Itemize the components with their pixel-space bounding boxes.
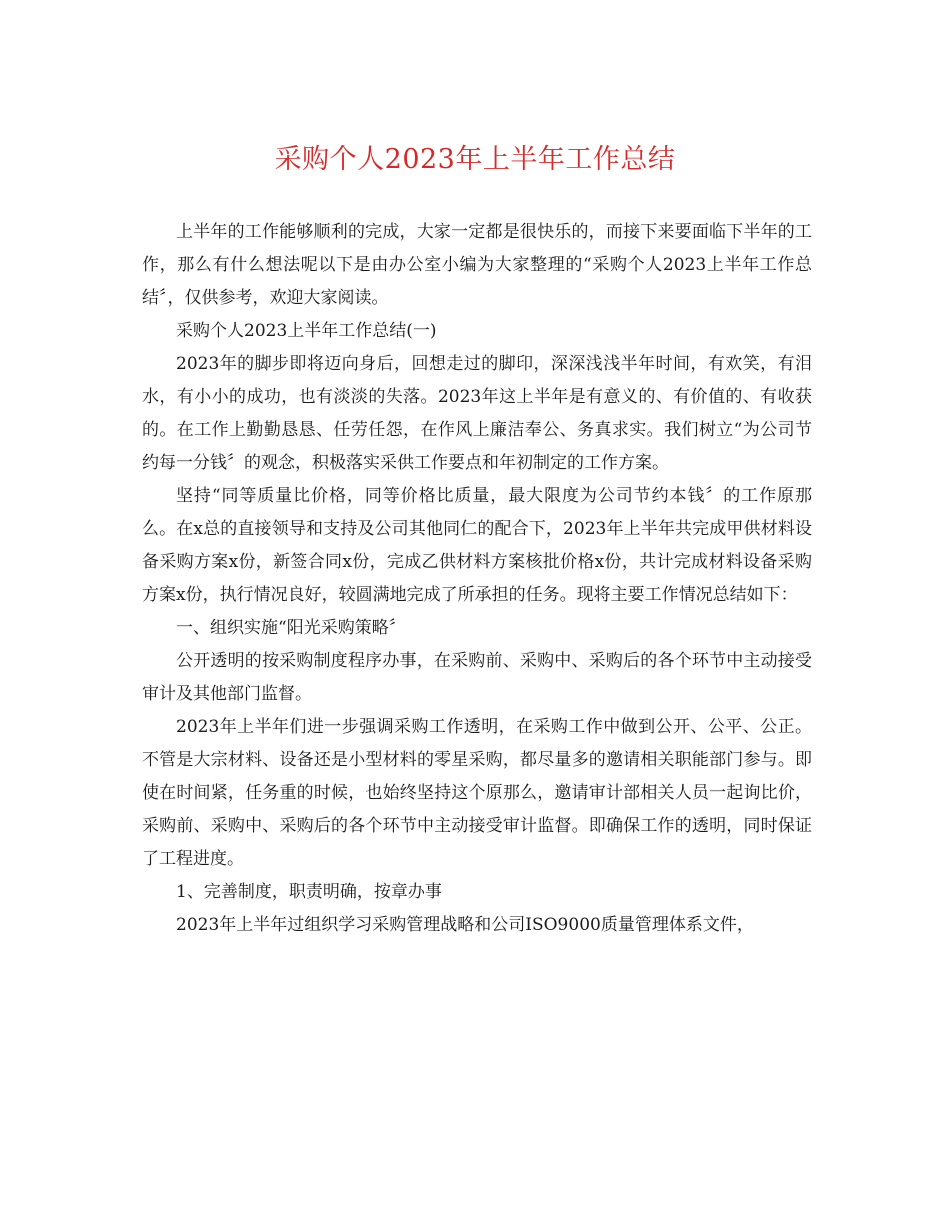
subsection-heading-improve-system: 1、完善制度，职责明确，按章办事 (176, 882, 442, 902)
body-paragraph: 2023年上半年过组织学习采购管理战略和公司ISO9000质量管理体系文件， (176, 915, 754, 935)
body-paragraph: 2023年上半年们进一步强调采购工作透明，在采购工作中做到公开、公平、公正。不管是大宗材料、设备还是小型材料的零星采购，都尽量多的邀请相关职能部门参与。即使在时间紧，任务重的时候，也始终坚持这个原那么，邀请审计部相关人员一起询比价，采购前、采购中、采购后的各个环节中主动接受审计监督。即确保工作的透明，同时保证了工程进度。 (142, 717, 812, 869)
section-heading-sunshine-procurement: 一、组织实施“阳光采购策略〞 (176, 618, 406, 638)
body-paragraph: 2023年的脚步即将迈向身后，回想走过的脚印，深深浅浅半年时间，有欢笑，有泪水，有小小的成功，也有淡淡的失落。2023年这上半年是有意义的、有价值的、有收获的。在工作上勤勤恳恳、任劳任怨，在作风上廉洁奉公、务真求实。我们树立“为公司节约每一分钱〞的观念，积极落实采供工作要点和年初制定的工作方案。 (142, 354, 812, 473)
section-heading-part-one: 采购个人2023上半年工作总结(一) (176, 321, 437, 341)
body-paragraph: 公开透明的按采购制度程序办事，在采购前、采购中、采购后的各个环节中主动接受审计及其他部门监督。 (142, 651, 812, 704)
document-title: 采购个人2023年上半年工作总结 (274, 144, 676, 175)
document-body (142, 216, 812, 942)
intro-paragraph: 上半年的工作能够顺利的完成，大家一定都是很快乐的，而接下来要面临下半年的工作，那么有什么想法呢以下是由办公室小编为大家整理的“采购个人2023上半年工作总结〞，仅供参考，欢迎大家阅读。 (142, 222, 812, 308)
body-paragraph: 坚持“同等质量比价格，同等价格比质量，最大限度为公司节约本钱〞的工作原那么。在x总的直接领导和支持及公司其他同仁的配合下，2023年上半年共完成甲供材料设备采购方案x份，新签合同x份，完成乙供材料方案核批价格x份，共计完成材料设备采购方案x份，执行情况良好，较圆满地完成了所承担的任务。现将主要工作情况总结如下： (142, 486, 812, 605)
